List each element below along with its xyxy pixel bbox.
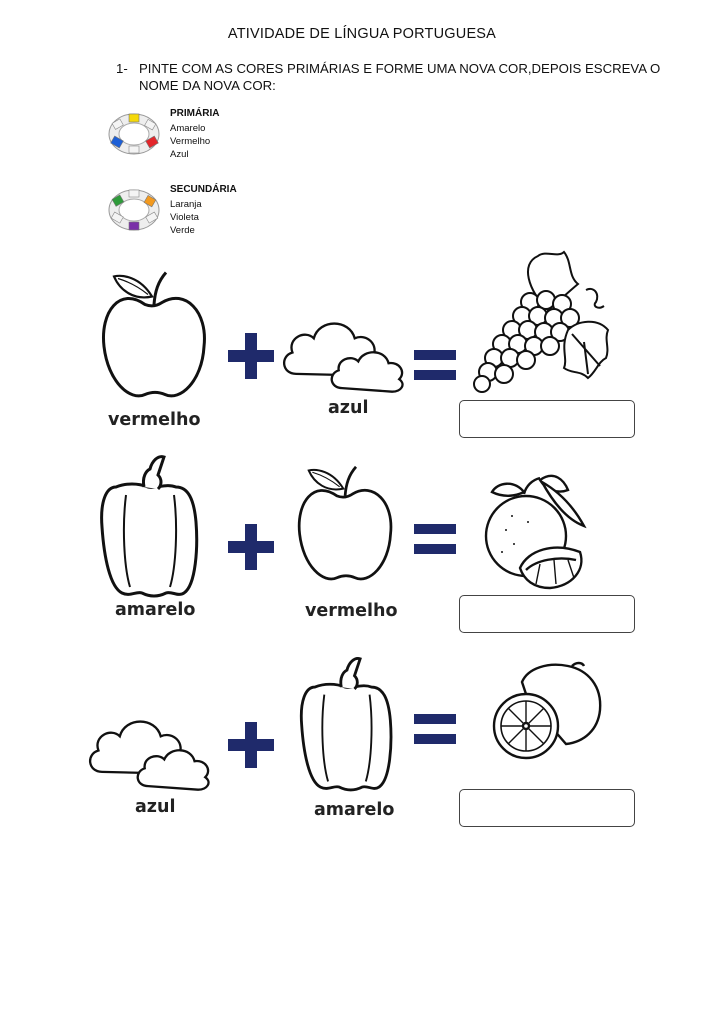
cloud-icon [78, 690, 223, 795]
secondary-item-2: Violeta [170, 212, 199, 223]
apple-icon [100, 264, 210, 409]
primary-color-wheel-icon [106, 108, 162, 158]
secondary-item-3: Verde [170, 225, 195, 236]
equals-icon [414, 524, 456, 554]
primary-item-1: Amarelo [170, 123, 206, 134]
pepper-icon [96, 446, 202, 602]
plus-icon [228, 722, 274, 768]
secondary-heading: SECUNDÁRIA [170, 184, 237, 195]
row1-answer-box[interactable] [459, 400, 635, 438]
orange-icon [484, 460, 588, 594]
pepper-icon [296, 646, 396, 798]
instruction-number: 1- [116, 61, 128, 76]
row3-middle-label: amarelo [314, 800, 395, 820]
primary-heading: PRIMÁRIA [170, 108, 220, 119]
primary-item-2: Vermelho [170, 136, 211, 147]
secondary-color-wheel-icon [106, 184, 162, 234]
row1-middle-label: azul [328, 398, 369, 418]
equals-icon [414, 350, 456, 380]
page-title: ATIVIDADE DE LÍNGUA PORTUGUESA [227, 26, 497, 42]
secondary-item-1: Laranja [170, 199, 202, 210]
row3-answer-box[interactable] [459, 789, 635, 827]
row3-left-label: azul [135, 797, 176, 817]
apple-icon [296, 456, 396, 594]
row2-middle-label: vermelho [305, 601, 398, 621]
primary-item-3: Azul [170, 149, 189, 160]
equals-icon [414, 714, 456, 744]
row2-answer-box[interactable] [459, 595, 635, 633]
grapes-icon [468, 250, 618, 398]
row2-left-label: amarelo [115, 600, 196, 620]
cloud-icon [272, 292, 417, 397]
row1-left-label: vermelho [108, 410, 201, 430]
plus-icon [228, 524, 274, 570]
plus-icon [228, 333, 274, 379]
lemon-icon [488, 660, 608, 764]
instruction-text: PINTE COM AS CORES PRIMÁRIAS E FORME UMA NOVA COR,DEPOIS ESCREVA O NOME DA NOVA COR: [139, 61, 661, 93]
